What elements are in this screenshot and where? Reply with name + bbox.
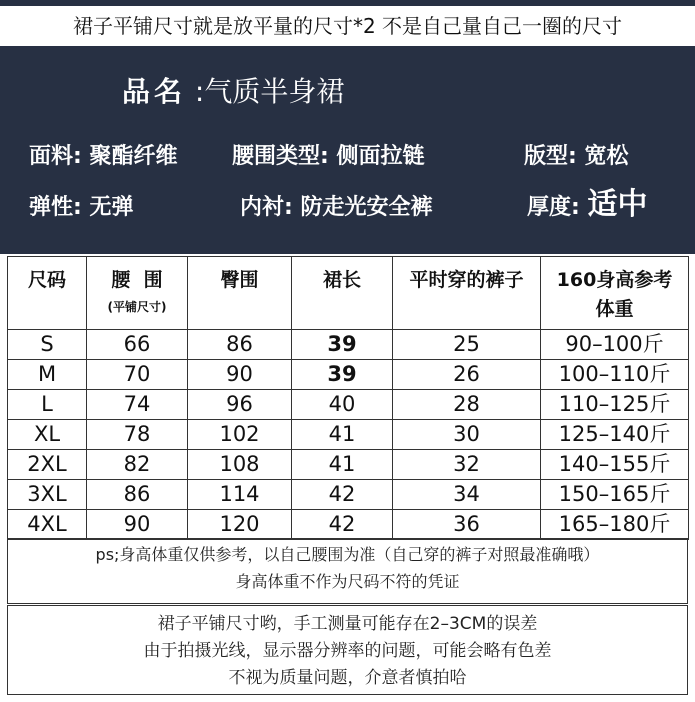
table-cell: 140–155斤 — [541, 450, 689, 480]
table-cell: 108 — [188, 450, 292, 480]
table-header-row — [8, 257, 689, 330]
table-cell: 28 — [393, 390, 541, 420]
header-pants: 平时穿的裤子 — [393, 257, 541, 330]
table-cell: L — [8, 390, 87, 420]
spec-value: 聚酯纤维 — [89, 144, 178, 169]
table-cell: 4XL — [8, 510, 87, 540]
ps-line-2: 身高体重不作为尺码不符的凭证 — [235, 572, 460, 591]
table-cell: 34 — [393, 480, 541, 510]
table-cell: 90–100斤 — [541, 330, 689, 360]
table-row — [8, 330, 689, 360]
table-cell: 86 — [188, 330, 292, 360]
table-cell: 114 — [188, 480, 292, 510]
spec-label: 腰围类型: — [232, 144, 329, 169]
table-row — [8, 450, 689, 480]
table-cell: 26 — [393, 360, 541, 390]
header-waist: 腰 围 (平铺尺寸) — [87, 257, 188, 330]
note-line-1: 裙子平铺尺寸哟，手工测量可能存在2–3CM的误差 — [157, 614, 538, 634]
measurement-note — [7, 605, 688, 695]
product-name-value: 气质半身裙 — [204, 75, 345, 108]
table-cell: 41 — [292, 450, 393, 480]
table-cell: 74 — [87, 390, 188, 420]
spec-fit — [524, 140, 629, 174]
ps-line-1: ps;身高体重仅供参考，以自己腰围为准（自己穿的裤子对照最准确哦） — [95, 545, 600, 564]
product-name-colon: : — [194, 75, 205, 108]
spec-label: 版型: — [524, 144, 577, 169]
table-cell: 3XL — [8, 480, 87, 510]
table-row — [8, 390, 689, 420]
ps-note — [7, 538, 688, 604]
spec-lining — [240, 191, 433, 225]
table-cell: 40 — [292, 390, 393, 420]
spec-header — [0, 0, 695, 254]
spec-elasticity — [29, 191, 134, 225]
header-reference: 160身高参考 体重 — [541, 257, 689, 330]
table-cell: 165–180斤 — [541, 510, 689, 540]
table-cell: 70 — [87, 360, 188, 390]
spec-label: 厚度: — [527, 195, 580, 220]
spec-label: 弹性: — [29, 195, 82, 220]
spec-value: 侧面拉链 — [336, 144, 425, 169]
table-row — [8, 420, 689, 450]
table-cell: 66 — [87, 330, 188, 360]
table-cell: 42 — [292, 480, 393, 510]
table-cell: 86 — [87, 480, 188, 510]
product-name-line — [122, 72, 344, 112]
size-table-wrap — [7, 256, 688, 536]
table-cell: 41 — [292, 420, 393, 450]
table-cell: 100–110斤 — [541, 360, 689, 390]
table-row — [8, 360, 689, 390]
table-cell: 96 — [188, 390, 292, 420]
product-name-label: 品名 — [122, 75, 187, 108]
table-cell: 150–165斤 — [541, 480, 689, 510]
spec-value: 防走光安全裤 — [300, 195, 433, 220]
table-cell: M — [8, 360, 87, 390]
table-cell: 78 — [87, 420, 188, 450]
table-cell: 90 — [188, 360, 292, 390]
top-note: 裙子平铺尺寸就是放平量的尺寸*2 不是自己量自己一圈的尺寸 — [0, 6, 695, 46]
note-line-2: 由于拍摄光线，显示器分辨率的问题，可能会略有色差 — [143, 641, 552, 661]
table-cell: 90 — [87, 510, 188, 540]
table-cell: 36 — [393, 510, 541, 540]
spec-thickness — [527, 188, 647, 225]
header-reference-line2: 体重 — [595, 298, 634, 320]
header-size: 尺码 — [8, 257, 87, 330]
table-cell: S — [8, 330, 87, 360]
table-cell: 42 — [292, 510, 393, 540]
spec-fabric — [29, 140, 178, 174]
table-cell: 102 — [188, 420, 292, 450]
size-table — [7, 256, 689, 540]
table-cell: 39 — [292, 330, 393, 360]
table-cell: XL — [8, 420, 87, 450]
table-cell: 32 — [393, 450, 541, 480]
spec-value: 适中 — [587, 187, 648, 222]
table-cell: 2XL — [8, 450, 87, 480]
table-cell: 125–140斤 — [541, 420, 689, 450]
spec-value: 宽松 — [584, 144, 629, 169]
spec-label: 内衬: — [240, 195, 293, 220]
table-cell: 120 — [188, 510, 292, 540]
spec-label: 面料: — [29, 144, 82, 169]
spec-waist-type — [232, 140, 425, 174]
header-waist-sub: (平铺尺寸) — [107, 300, 167, 314]
table-row — [8, 480, 689, 510]
table-cell: 82 — [87, 450, 188, 480]
table-cell: 25 — [393, 330, 541, 360]
table-cell: 39 — [292, 360, 393, 390]
header-length: 裙长 — [292, 257, 393, 330]
table-cell: 30 — [393, 420, 541, 450]
table-row — [8, 510, 689, 540]
note-line-3: 不视为质量问题，介意者慎拍哈 — [228, 668, 467, 688]
spec-value: 无弹 — [89, 195, 134, 220]
header-hip: 臀围 — [188, 257, 292, 330]
table-cell: 110–125斤 — [541, 390, 689, 420]
